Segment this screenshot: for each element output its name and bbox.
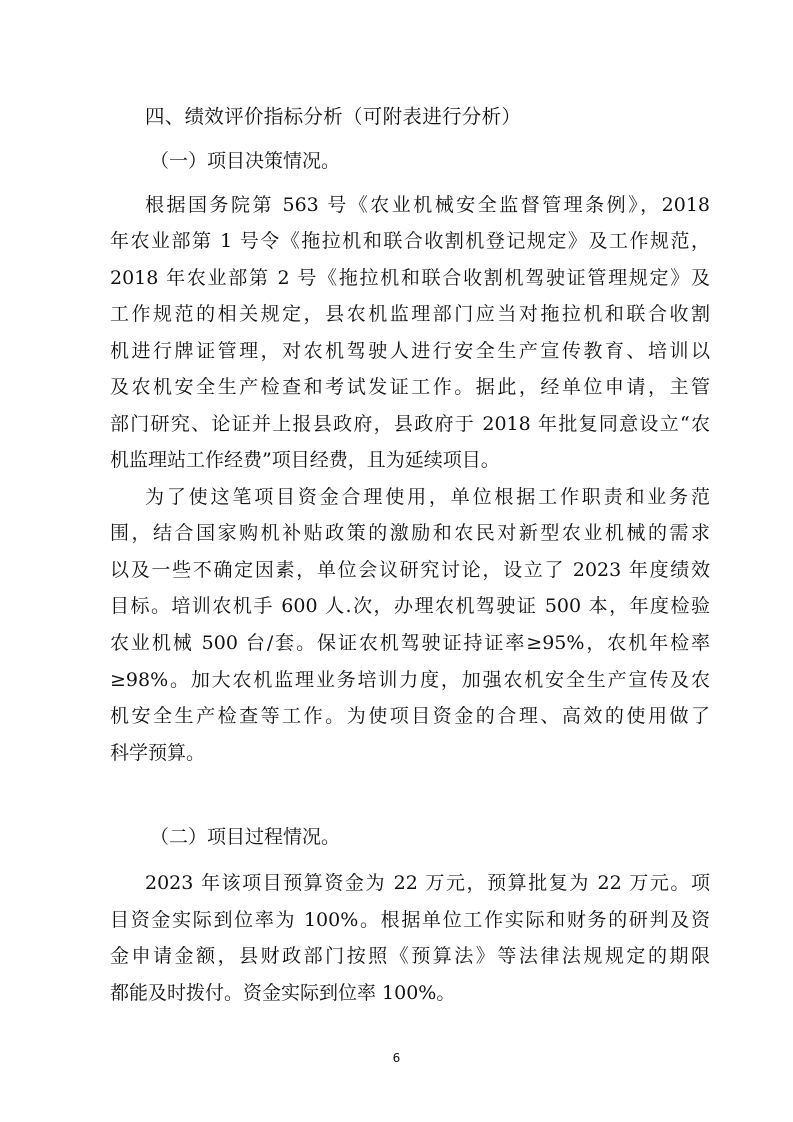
paragraph-line: 根据国务院第 563 号《农业机械安全监督管理条例》，2018 — [145, 194, 710, 216]
page-number: 6 — [392, 1051, 401, 1065]
section-heading: 四、绩效评价指标分析（可附表进行分析） — [145, 105, 522, 128]
paragraph-line: 机进行牌证管理，对农机驾驶人进行安全生产宣传教育、培训以 — [110, 340, 710, 362]
paragraph-line: 为了使这笔项目资金合理使用，单位根据工作职责和业务范 — [145, 486, 710, 508]
paragraph-line: 农业机械 500 台/套。保证农机驾驶证持证率≥95%，农机年检率 — [110, 632, 710, 654]
paragraph-line: 2023 年该项目预算资金为 22 万元，预算批复为 22 万元。项 — [145, 872, 710, 894]
subheading-project-decision: （一）项目决策情况。 — [150, 150, 341, 172]
paragraph-line: 科学预算。 — [110, 742, 206, 764]
paragraph-line: 金申请金额，县财政部门按照《预算法》等法律法规规定的期限 — [110, 945, 710, 967]
paragraph-line: 围，结合国家购机补贴政策的激励和农民对新型农业机械的需求 — [110, 522, 710, 544]
paragraph-line: 目标。培训农机手 600 人.次，办理农机驾驶证 500 本，年度检验 — [110, 595, 710, 617]
paragraph-line: 年农业部第 1 号令《拖拉机和联合收割机登记规定》及工作规范， — [110, 230, 710, 252]
paragraph-line: 部门研究、论证并上报县政府，县政府于 2018 年批复同意设立“农 — [110, 413, 710, 435]
paragraph-line: 都能及时拨付。资金实际到位率 100%。 — [110, 982, 456, 1004]
paragraph-line: 工作规范的相关规定，县农机监理部门应当对拖拉机和联合收割 — [110, 303, 710, 325]
subheading-project-process: （二）项目过程情况。 — [150, 826, 341, 848]
paragraph-line: 2018 年农业部第 2 号《拖拉机和联合收割机驾驶证管理规定》及 — [110, 267, 710, 289]
paragraph-line: 目资金实际到位率为 100%。根据单位工作实际和财务的研判及资 — [110, 909, 710, 931]
paragraph-line: 机安全生产检查等工作。为使项目资金的合理、高效的使用做了 — [110, 705, 710, 727]
paragraph-line: 以及一些不确定因素，单位会议研究讨论，设立了 2023 年度绩效 — [110, 559, 710, 581]
paragraph-line: 及农机安全生产检查和考试发证工作。据此，经单位申请，主管 — [110, 376, 710, 398]
paragraph-line: ≥98%。加大农机监理业务培训力度，加强农机安全生产宣传及农 — [110, 669, 710, 691]
paragraph-line: 机监理站工作经费”项目经费，且为延续项目。 — [110, 449, 500, 471]
